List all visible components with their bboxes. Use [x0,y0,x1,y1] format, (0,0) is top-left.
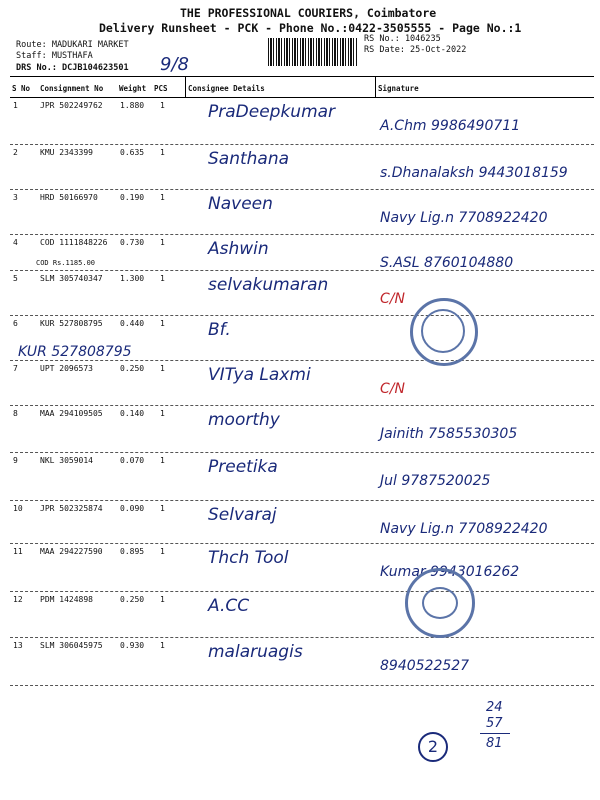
row-signature: Navy Lig.n 7708922420 [380,521,548,537]
row-separator [10,270,594,271]
cod-amount: COD Rs.1185.00 [36,259,96,267]
row-consignee-name: Selvaraj [208,505,277,525]
row-sno: 13 [13,641,23,650]
row-separator [10,685,594,686]
row-separator [10,189,594,190]
row-pcs: 1 [160,364,165,373]
row-consignee-name: selvakumaran [208,275,329,295]
barcode [268,38,358,66]
row-signature: Jul 9787520025 [380,473,491,489]
row-pcs: 1 [160,456,165,465]
row-consignment: PDM 1424898 [40,595,93,604]
row-consignment: MAA 294109505 [40,409,103,418]
company-name: THE PROFESSIONAL COURIERS, Coimbatore [180,6,437,20]
staff-label: Staff: MUSTHAFA [16,51,93,61]
route-label: Route: MADUKARI MARKET [16,40,129,50]
row-sno: 2 [13,148,18,157]
row-pcs: 1 [160,148,165,157]
row-weight: 1.880 [120,101,145,110]
row-pcs: 1 [160,274,165,283]
row-pcs: 1 [160,101,165,110]
row-pcs: 1 [160,504,165,513]
company-stamp-2 [405,568,475,638]
row-pcs: 1 [160,193,165,202]
row-consignee-name: Bf. [208,320,231,340]
row-sno: 11 [13,547,23,556]
col-divider-details [185,76,186,98]
row-consignment: SLM 306045975 [40,641,103,650]
handwritten-consignment-note: KUR 527808795 [18,344,132,360]
row-separator [10,234,594,235]
row-separator [10,360,594,361]
row-weight: 0.930 [120,641,145,650]
row-sno: 5 [13,274,18,283]
row-signature: Jainith 7585530305 [380,426,518,442]
row-weight: 0.635 [120,148,145,157]
row-consignee-name: VITya Laxmi [208,365,311,385]
col-weight: Weight [119,84,147,93]
row-consignment: HRD 50166970 [40,193,98,202]
row-weight: 0.250 [120,595,145,604]
row-weight: 0.090 [120,504,145,513]
row-consignee-name: Thch Tool [208,548,289,568]
tally-bottom: 81 [486,736,503,751]
row-weight: 0.250 [120,364,145,373]
row-consignee-name: A.CC [208,596,250,616]
row-pcs: 1 [160,595,165,604]
runsheet-subtitle: Delivery Runsheet - PCK - Phone No.:0422-3505555 - Page No.:1 [99,21,522,35]
row-separator [10,637,594,638]
row-separator [10,500,594,501]
row-sno: 9 [13,456,18,465]
row-pcs: 1 [160,238,165,247]
company-stamp-1 [410,298,478,366]
row-consignee-name: Naveen [208,194,273,214]
row-consignment: KMU 2343399 [40,148,93,157]
row-weight: 0.440 [120,319,145,328]
row-consignment: UPT 2096573 [40,364,93,373]
row-signature: C/N [380,291,405,307]
row-separator [10,452,594,453]
row-consignee-name: Santhana [208,149,290,169]
row-separator [10,405,594,406]
row-consignment: SLM 305740347 [40,274,103,283]
handwritten-page-mark: 9/8 [160,54,189,75]
row-pcs: 1 [160,641,165,650]
row-pcs: 1 [160,547,165,556]
row-consignee-name: Preetika [208,457,278,477]
row-signature: C/N [380,381,405,397]
row-weight: 0.895 [120,547,145,556]
row-sno: 10 [13,504,23,513]
tally-top: 24 [486,700,503,715]
row-consignment: JPR 502325874 [40,504,103,513]
row-consignee-name: malaruagis [208,642,303,662]
col-consignee: Consignee Details [188,84,265,93]
row-signature: Kumar 9943016262 [380,564,520,580]
row-sno: 12 [13,595,23,604]
row-separator [10,315,594,316]
row-sno: 7 [13,364,18,373]
row-separator [10,543,594,544]
drs-number: DRS No.: DCJB104623501 [16,63,129,73]
row-signature: 8940522527 [380,658,470,674]
row-consignment: NKL 3059014 [40,456,93,465]
col-consignment: Consignment No [40,84,104,93]
row-pcs: 1 [160,409,165,418]
row-sno: 1 [13,101,18,110]
table-header-border [10,97,594,98]
row-separator [10,144,594,145]
tally-mid: 57 [486,716,503,731]
row-consignee-name: moorthy [208,410,280,430]
row-signature: Navy Lig.n 7708922420 [380,210,548,226]
row-signature: s.Dhanalaksh 9443018159 [380,165,568,181]
row-signature: A.Chm 9986490711 [380,118,521,134]
col-sno: S No [12,84,31,93]
row-sno: 3 [13,193,18,202]
row-sno: 6 [13,319,18,328]
row-consignment: JPR 502249762 [40,101,103,110]
row-sno: 4 [13,238,18,247]
row-weight: 1.300 [120,274,145,283]
row-weight: 0.190 [120,193,145,202]
rs-date: RS Date: 25-Oct-2022 [364,45,467,55]
col-pcs: PCS [154,84,168,93]
row-weight: 0.730 [120,238,145,247]
table-top-border [10,76,594,77]
col-signature: Signature [378,84,419,93]
rs-number: RS No.: 1046235 [364,34,441,44]
row-pcs: 1 [160,319,165,328]
col-divider-signature [375,76,376,98]
row-weight: 0.070 [120,456,145,465]
row-consignee-name: Ashwin [208,239,269,259]
row-consignment: KUR 527808795 [40,319,103,328]
row-consignment: COD 1111848226 [40,238,108,247]
row-signature: S.ASL 8760104880 [380,255,514,271]
row-consignee-name: PraDeepkumar [208,102,336,122]
row-separator [10,591,594,592]
row-weight: 0.140 [120,409,145,418]
tally-line [480,733,510,734]
row-sno: 8 [13,409,18,418]
row-consignment: MAA 294227590 [40,547,103,556]
circled-count: 2 [418,732,448,762]
